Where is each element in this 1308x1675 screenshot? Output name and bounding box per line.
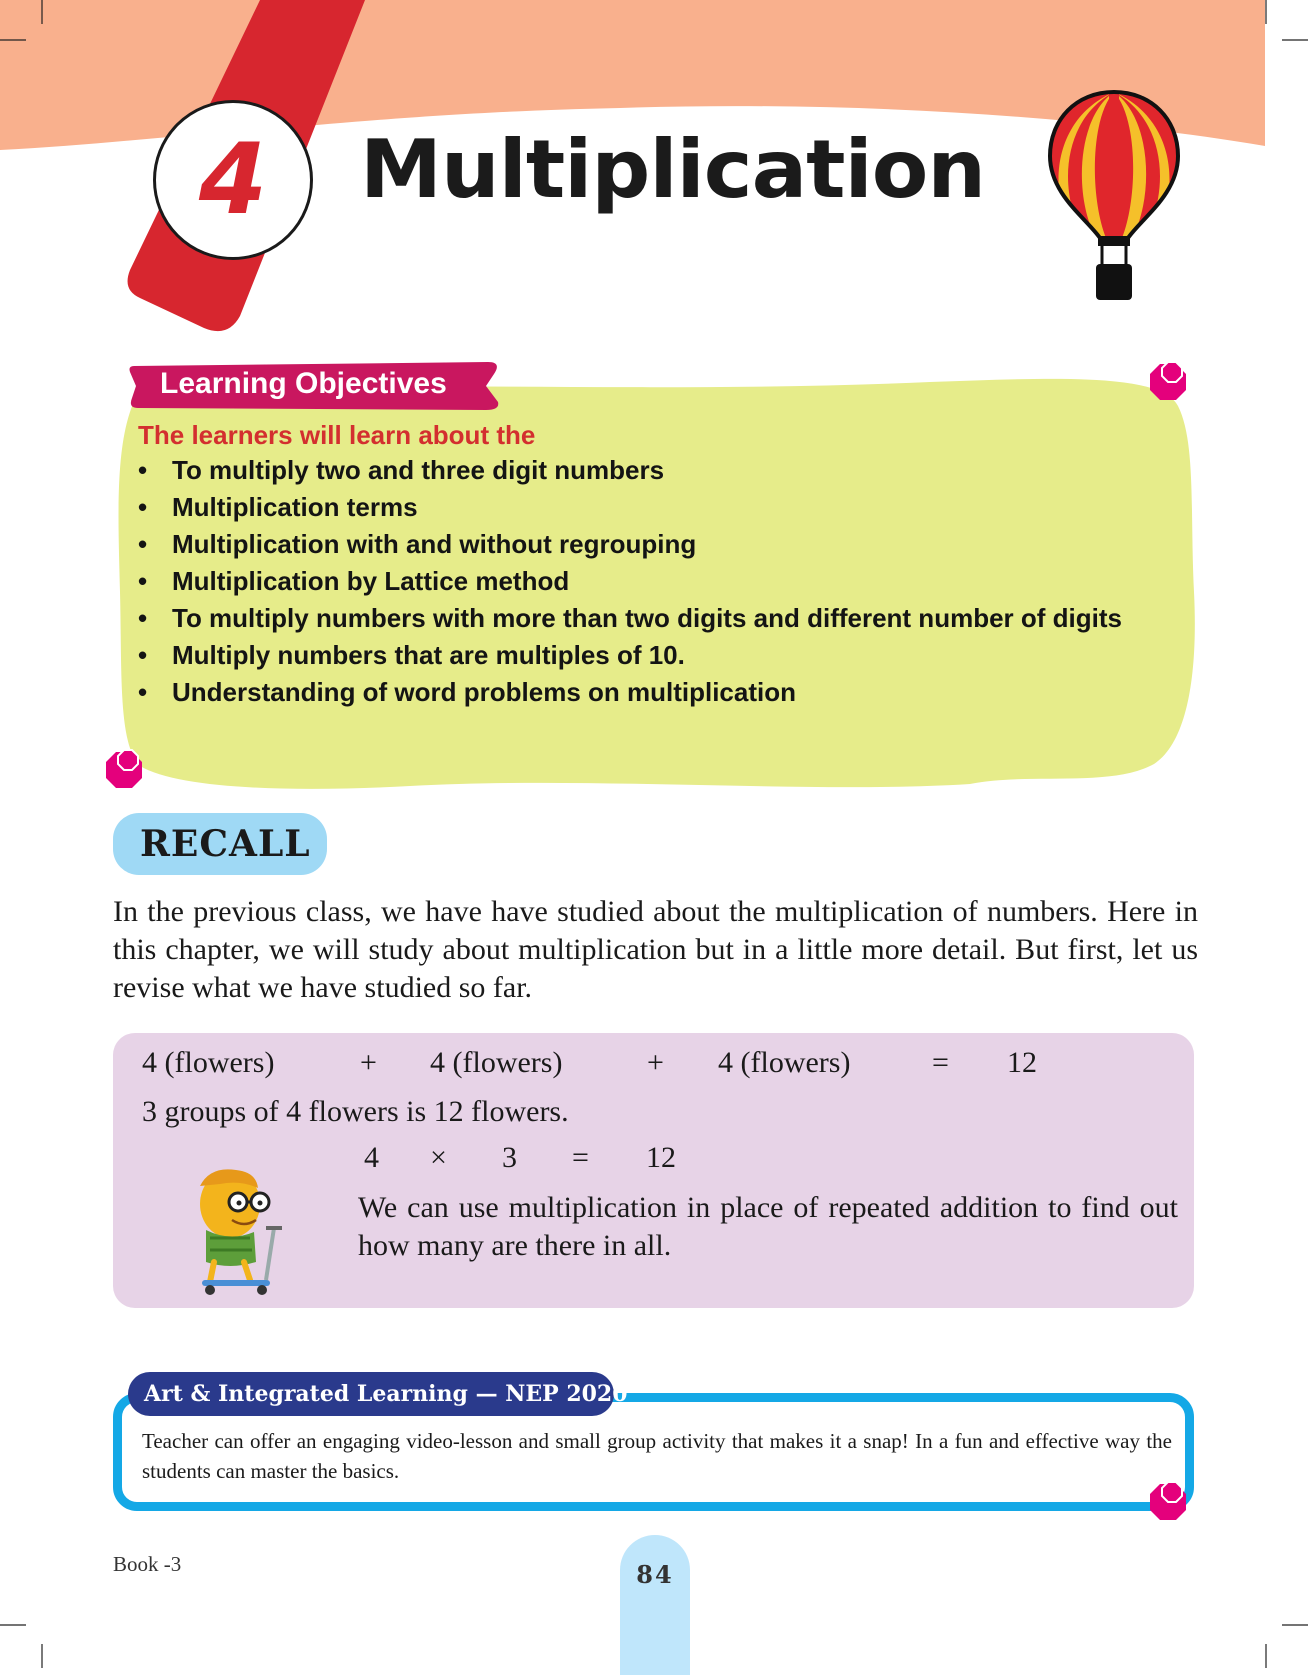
objective-item: • To multiply two and three digit numbers	[136, 456, 1176, 485]
times-sign: ×	[430, 1141, 447, 1174]
objective-item: • Multiplication terms	[136, 493, 1176, 522]
art-integrated-description: Teacher can offer an engaging video-lesson and small group activity that makes it a snap! In a fun and effective way the students can master the basics.	[142, 1429, 1172, 1483]
chapter-number: 4	[198, 123, 268, 237]
objectives-tag: Learning Objectives	[160, 367, 447, 400]
multiplicand: 4	[364, 1141, 379, 1174]
multiplier: 3	[502, 1141, 517, 1174]
groups-sentence: 3 groups of 4 flowers is 12 flowers.	[142, 1095, 569, 1128]
objective-item: • Understanding of word problems on multiplication	[136, 678, 1176, 707]
equals-sign: =	[932, 1046, 949, 1079]
sum: 12	[1007, 1046, 1037, 1079]
equals-sign: =	[572, 1141, 589, 1174]
book-label: Book -3	[113, 1552, 182, 1576]
objective-item: • Multiplication with and without regrouping	[136, 530, 1176, 559]
addend: 4 (flowers)	[718, 1046, 851, 1079]
objective-item: • To multiply numbers with more than two digits and different number of digits	[136, 604, 1176, 633]
addend: 4 (flowers)	[430, 1046, 563, 1079]
addend: 4 (flowers)	[142, 1046, 275, 1079]
page-number: 84	[636, 1560, 674, 1589]
multiplication-explanation: We can use multiplication in place of repeated addition to find out how many are there in all.	[358, 1191, 1178, 1262]
recall-heading: RECALL	[140, 823, 311, 865]
objective-item: • Multiplication by Lattice method	[136, 567, 1176, 596]
objectives-intro: The learners will learn about the	[138, 420, 536, 450]
objective-item: • Multiply numbers that are multiples of 10.	[136, 641, 1176, 670]
product: 12	[646, 1141, 676, 1174]
plus-sign: +	[647, 1046, 664, 1079]
recall-paragraph: In the previous class, we have have studied about the multiplication of numbers. Here in this chapter, we will study about multiplication but in a little more detail. But first, let us revise what we have studied so far.	[113, 895, 1198, 1004]
art-integrated-tag: Art & Integrated Learning — NEP 2020	[128, 1372, 614, 1416]
plus-sign: +	[360, 1046, 377, 1079]
chapter-title: Multiplication	[360, 123, 985, 216]
